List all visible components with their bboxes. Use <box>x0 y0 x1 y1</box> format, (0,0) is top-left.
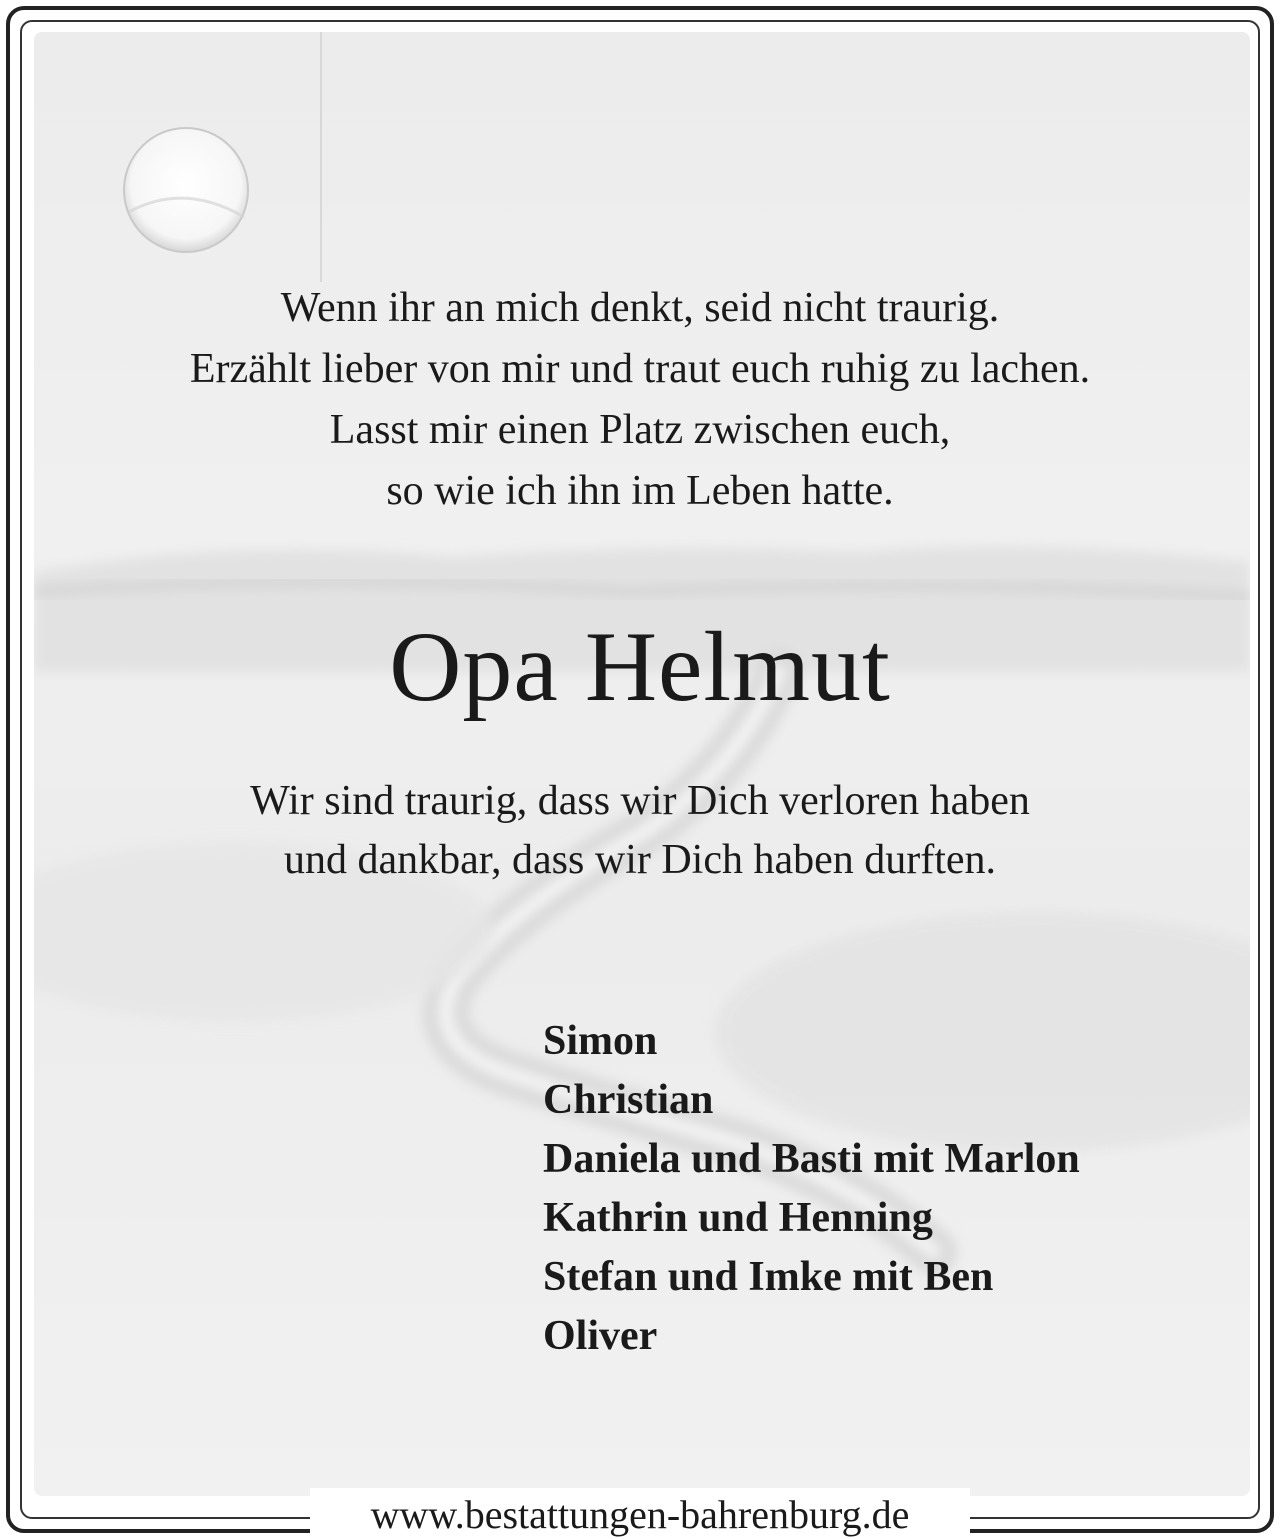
deceased-name: Opa Helmut <box>389 611 891 722</box>
moon-illustration <box>124 128 248 252</box>
signer-name: Christian <box>543 1077 714 1123</box>
signer-name: Oliver <box>543 1313 658 1359</box>
poem-line: Wenn ihr an mich denkt, seid nicht traurig. <box>280 285 1000 331</box>
tribute-line: Wir sind traurig, dass wir Dich verloren haben <box>250 778 1030 824</box>
poem-verse <box>0 278 1280 522</box>
poem-line: Lasst mir einen Platz zwischen euch, <box>329 407 951 453</box>
tribute-line: und dankbar, dass wir Dich haben durften. <box>283 837 997 883</box>
footer-url[interactable]: www.bestattungen-bahrenburg.de <box>370 1492 910 1537</box>
signer-name: Stefan und Imke mit Ben <box>543 1254 994 1300</box>
signer-name: Kathrin und Henning <box>543 1195 933 1241</box>
signer-name: Simon <box>543 1018 658 1064</box>
poem-line: so wie ich ihn im Leben hatte. <box>386 468 894 514</box>
signer-name: Daniela und Basti mit Marlon <box>543 1136 1080 1182</box>
signers-list <box>543 1012 1080 1366</box>
tribute-text <box>0 772 1280 890</box>
poem-line: Erzählt lieber von mir und traut euch ruhig zu lachen. <box>189 346 1091 392</box>
